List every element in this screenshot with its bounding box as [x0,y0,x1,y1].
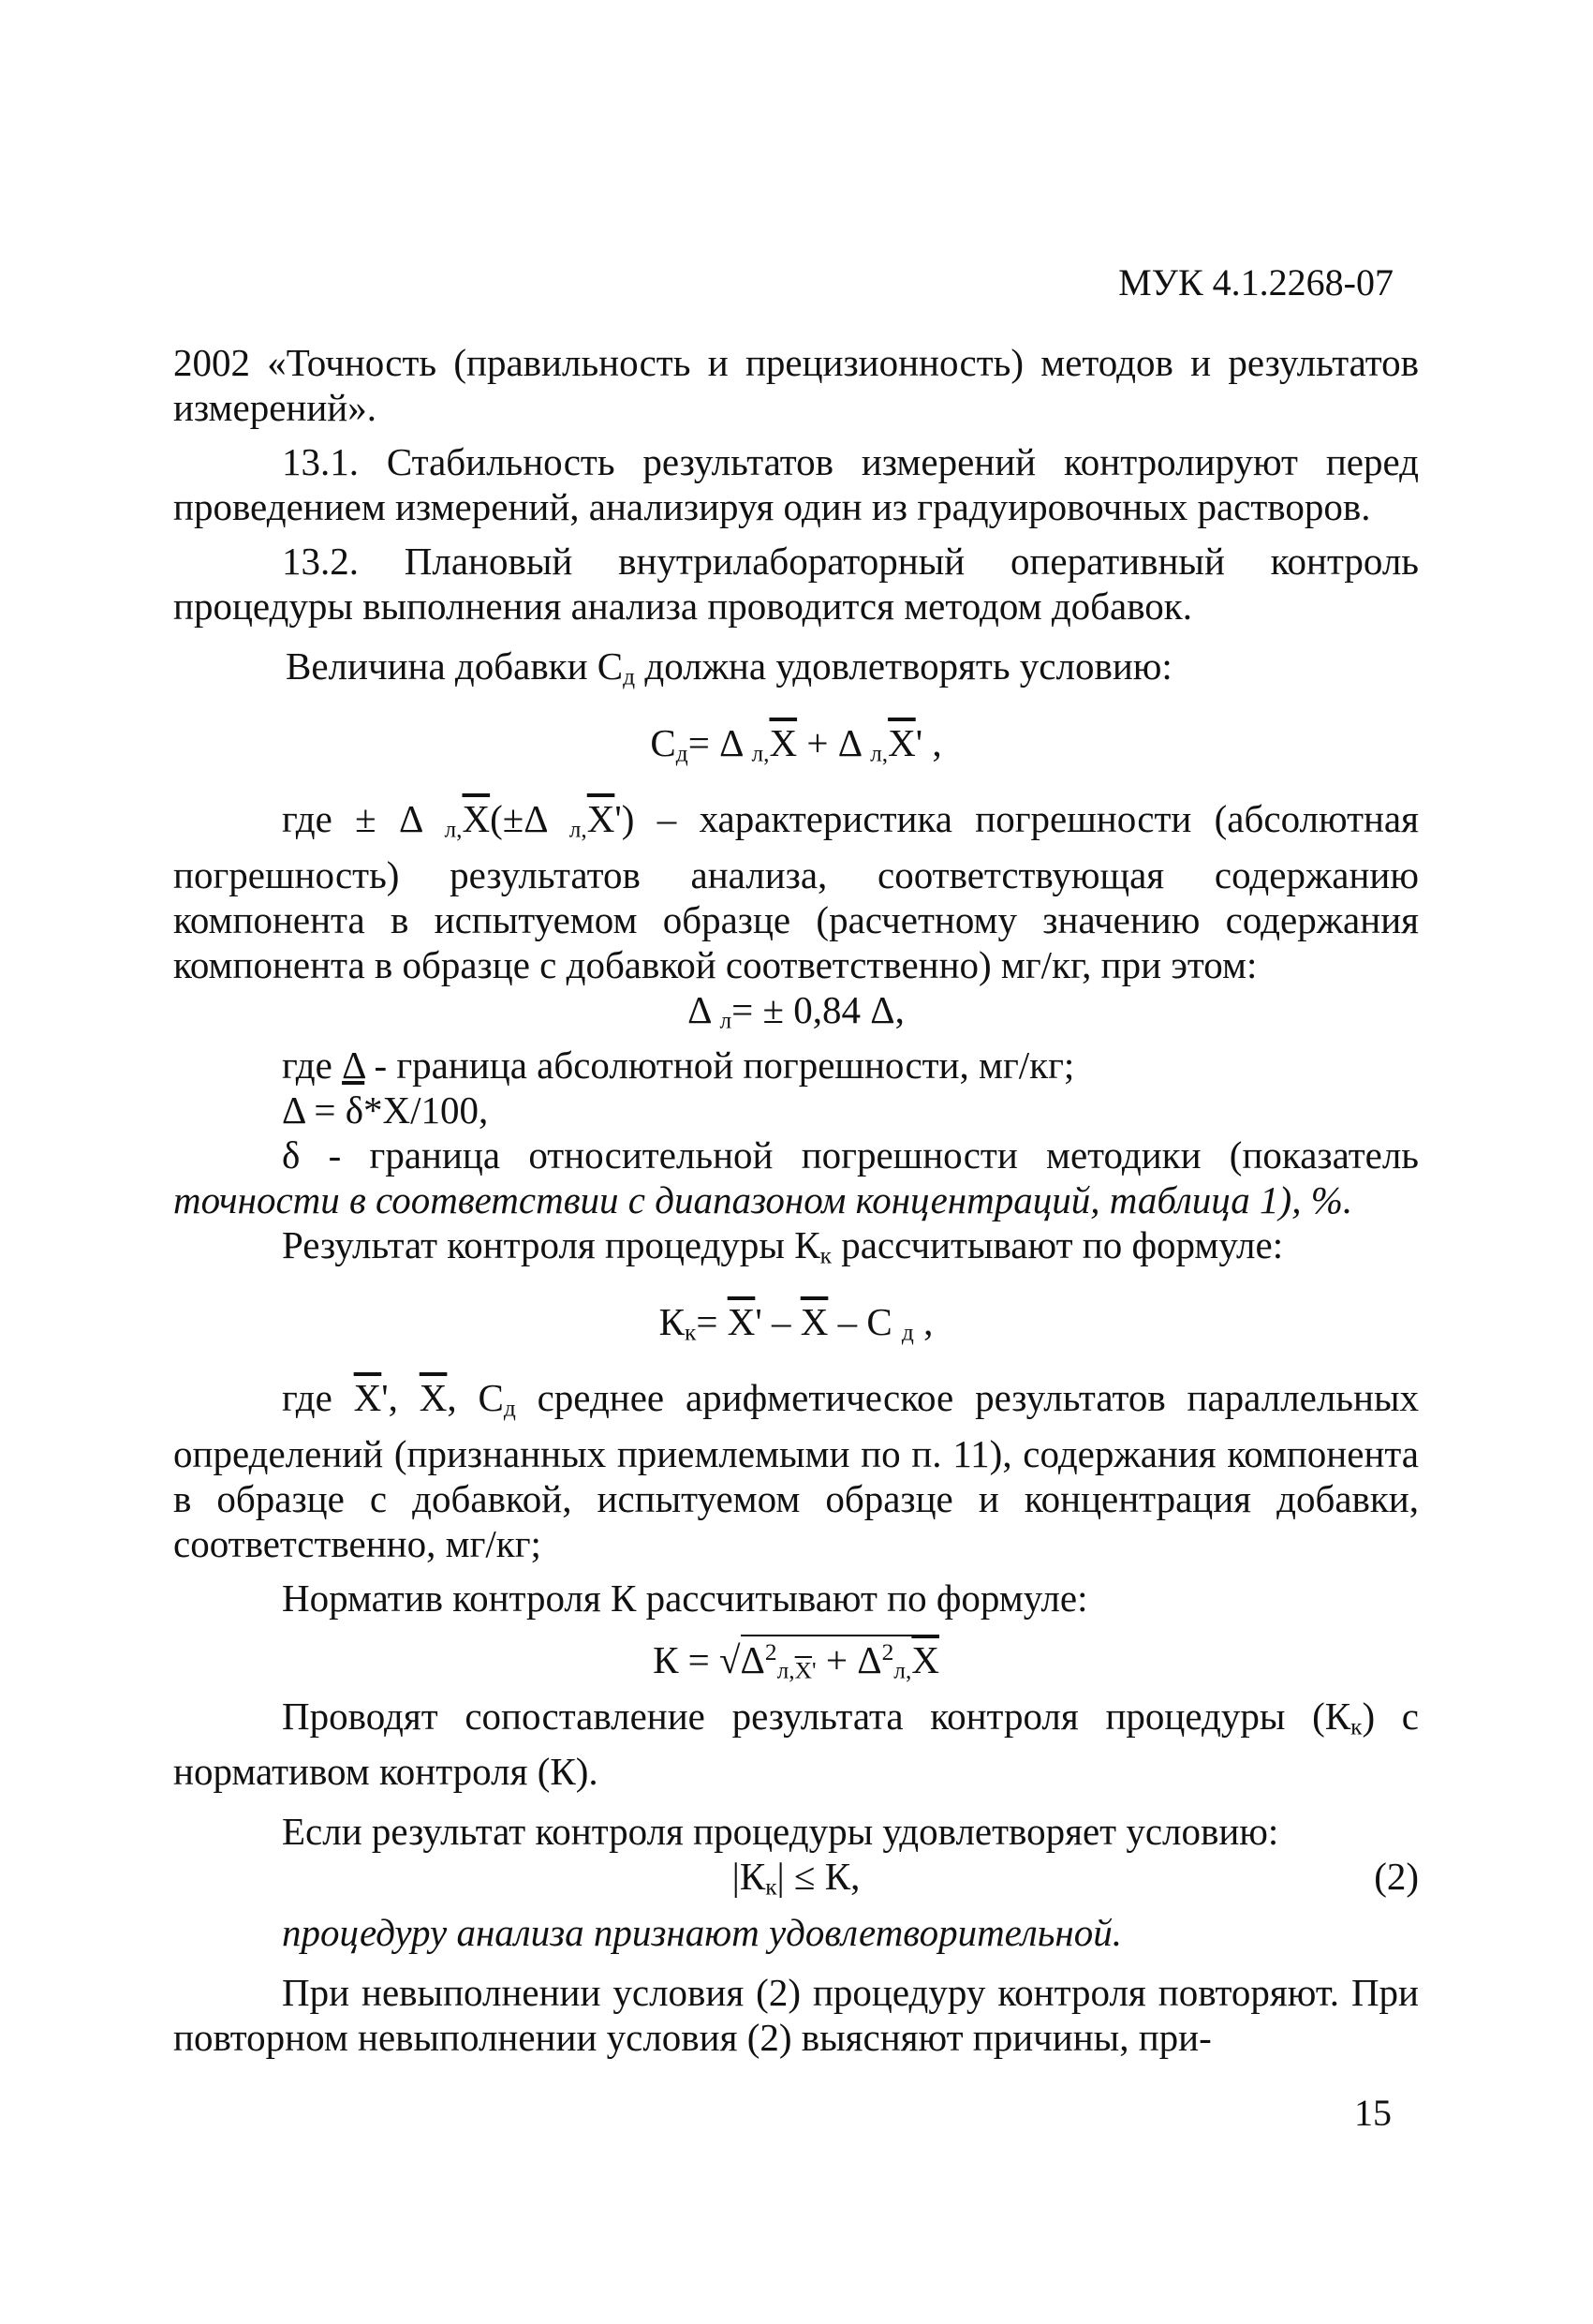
formula-control-standard: $К = √\Delta^2_{л,\overline{X}'} + \Delta^2_{л,}\overline{X}$ [173,1630,1419,1694]
paragraph-error-characteristic: где ± Δ $_{л,}\overline{X}(\pm\Delta$ $_{л,}\overline{X}'$) – характеристика погрешности (абсолютная погрешность) результатов анализа, соответствующая содержанию компонента в испытуемом образце (расчетному значению содержания компонента в образце с добавкой соответственно) мг/кг, при этом: [173,797,1419,986]
paragraph-13-2: 13.2. Плановый внутрилабораторный оперативный контроль процедуры выполнения анализа проводится методом добавок. [173,540,1419,628]
paragraph-control-result: Результат контроля процедуры $К_к$ рассчитывают по формуле: [282,1223,1284,1269]
paragraph-satisfactory: процедуру анализа признают удовлетворительной. [282,1910,1122,1954]
formula-additive-value: $С_д= \Delta$ $_{л,}\overline{X} + \Delta$ $_{л,}\overline{X}'$ , [650,720,942,767]
paragraph-repeat-control: При невыполнении условия (2) процедуру контроля повторяют. При повторном невыполнении условия (2) выясняют причины, при- [173,1970,1419,2059]
document-code-header: МУК 4.1.2268-07 [1118,261,1394,303]
formula-delta-l: Δ $_л$= ± 0,84 Δ, [687,987,905,1034]
formula-control-result: $К_к= \overline{X}' - \overline{X} - С$ $_д$ , [658,1299,934,1346]
page-body [173,340,1419,2060]
paragraph-additive-condition: Величина добавки $С_д$ должна удовлетворять условию: [286,644,1173,690]
paragraph-control-standard: Норматив контроля К рассчитывают по формуле: [282,1576,1088,1621]
paragraph-mean-definitions: где $\overline{X}'$, $\overline{X}$, $С_д$ среднее арифметическое результатов параллельных определений (признанных приемлемыми по п. 11), содержания компонента в образце с добавкой, испытуемом образце и концентрация добавки, соответственно, мг/кг; [173,1376,1419,1566]
page-number: 15 [1354,2092,1392,2134]
paragraph-comparison: Проводят сопоставление результата контроля процедуры $(К_к)$ с нормативом контроля (К). [173,1694,1420,1794]
paragraph-standard-reference: 2002 «Точность (правильность и прецизионность) методов и результатов измерений». [173,341,1419,429]
sqrt-radicand: $\Delta^2_{л,\overline{X}'} + \Delta^2_{л,}\overline{X}$ [741,1635,939,1681]
formula-condition-2: $|К_к| \le К$, (2) [731,1855,1419,1901]
paragraph-relative-error-bound: δ - граница относительной погрешности методики (показатель точности в соответствии с диапазоном концентраций, таблица 1), %. [173,1133,1419,1222]
equation-number: (2) [1374,1855,1419,1899]
paragraph-13-1: 13.1. Стабильность результатов измерений контролируют перед проведением измерений, анализируя один из градуировочных растворов. [173,440,1419,528]
paragraph-absolute-error-bound: где Δ - граница абсолютной погрешности, мг/кг; [282,1044,1075,1088]
formula-delta: Δ = δ*Х/100, [282,1088,489,1132]
paragraph-condition: Если результат контроля процедуры удовлетворяет условию: [282,1810,1279,1854]
